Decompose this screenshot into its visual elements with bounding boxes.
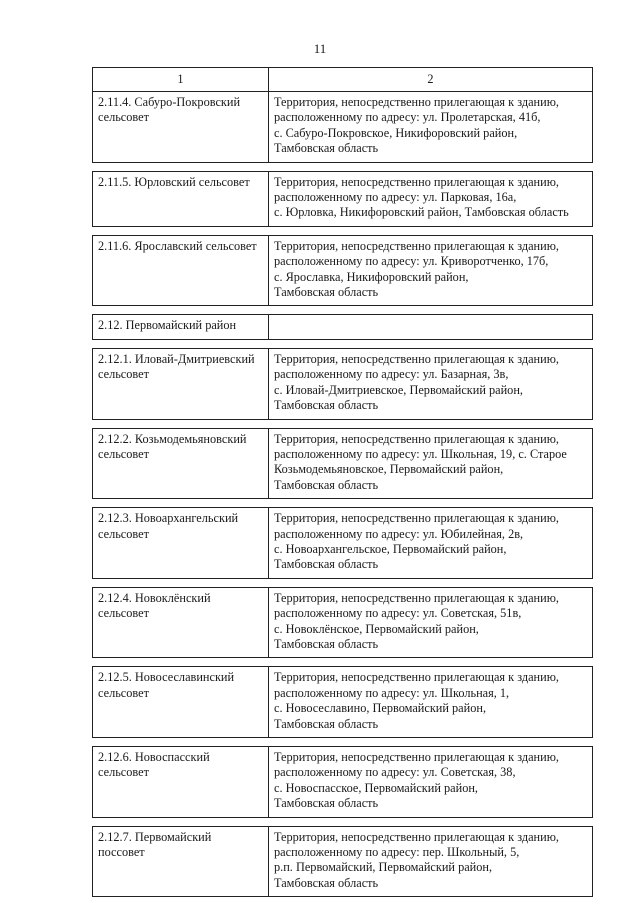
territory-cell <box>269 587 593 658</box>
territory-description: Территория, непосредственно прилегающая к зданию, расположенному по адресу: ул. Школьная, 19, с. Старое Козьмодемьяновское, Первомайский район, Тамбовская область <box>274 431 567 492</box>
row-gap-cell <box>93 578 593 587</box>
table-row <box>93 428 593 499</box>
row-gap-cell <box>93 419 593 428</box>
territory-table <box>92 67 593 897</box>
row-gap <box>93 306 593 315</box>
territory-cell <box>269 235 593 306</box>
row-gap <box>93 738 593 747</box>
settlement-name: 2.12.2. Козьмодемьяновский сельсовет <box>98 431 247 461</box>
settlement-name: 2.12. Первомайский район <box>98 318 237 333</box>
row-gap <box>93 162 593 171</box>
territory-description: Территория, непосредственно прилегающая к зданию, расположенному по адресу: ул. Криворотченко, 17б, с. Ярославка, Никифоровский район, Тамбовская область <box>274 238 559 300</box>
territory-description: Территория, непосредственно прилегающая к зданию, расположенному по адресу: ул. Советская, 38, с. Новоспасское, Первомайский район, Тамбовская область <box>274 750 559 811</box>
territory-cell <box>269 92 593 163</box>
territory-cell <box>269 171 593 226</box>
row-gap-cell <box>93 658 593 667</box>
table-row <box>93 235 593 306</box>
row-gap-cell <box>93 738 593 747</box>
territory-description: Территория, непосредственно прилегающая к зданию, расположенному по адресу: ул. Базарная, 3в, с. Иловай-Дмитриевское, Первомайский район, Тамбовская область <box>274 351 559 413</box>
settlement-cell <box>93 587 269 658</box>
table-row <box>93 508 593 579</box>
territory-cell <box>269 428 593 499</box>
territory-cell <box>269 826 593 897</box>
table-row <box>93 747 593 818</box>
table-row <box>93 92 593 163</box>
settlement-cell <box>93 235 269 306</box>
territory-cell <box>269 667 593 738</box>
settlement-cell <box>93 667 269 738</box>
row-gap <box>93 817 593 826</box>
row-gap <box>93 226 593 235</box>
settlement-cell <box>93 171 269 226</box>
settlement-name: 2.11.4. Сабуро-Покровский сельсовет <box>98 95 241 125</box>
settlement-cell <box>93 348 269 419</box>
territory-description: Территория, непосредственно прилегающая к зданию, расположенному по адресу: пер. Школьный, 5, р.п. Первомайский, Первомайский район, Тамбовская область <box>274 829 559 890</box>
settlement-name: 2.12.3. Новоархангельский сельсовет <box>98 511 239 541</box>
row-gap <box>93 658 593 667</box>
territory-description: Территория, непосредственно прилегающая к зданию, расположенному по адресу: ул. Школьная, 1, с. Новосеславино, Первомайский район, Тамбовская область <box>274 670 559 731</box>
territory-cell <box>269 315 593 339</box>
table-row <box>93 171 593 226</box>
row-gap-cell <box>93 339 593 348</box>
territory-cell <box>269 747 593 818</box>
row-gap <box>93 339 593 348</box>
column-header-1: 1 <box>93 68 269 92</box>
row-gap <box>93 419 593 428</box>
settlement-name: 2.12.4. Новоклёнский сельсовет <box>98 590 211 621</box>
row-gap-cell <box>93 306 593 315</box>
table-row <box>93 667 593 738</box>
territory-cell <box>269 348 593 419</box>
settlement-name: 2.12.5. Новосеславинский сельсовет <box>98 670 235 700</box>
row-gap <box>93 499 593 508</box>
row-gap <box>93 578 593 587</box>
settlement-name: 2.12.7. Первомайский поссовет <box>98 829 212 860</box>
territory-cell <box>269 508 593 579</box>
table-row <box>93 348 593 419</box>
settlement-cell <box>93 92 269 163</box>
territory-description: Территория, непосредственно прилегающая к зданию, расположенному по адресу: ул. Юбилейная, 2в, с. Новоархангельское, Первомайский район, Тамбовская область <box>274 511 559 572</box>
row-gap-cell <box>93 817 593 826</box>
settlement-name: 2.11.5. Юрловский сельсовет <box>98 174 250 189</box>
settlement-cell <box>93 428 269 499</box>
settlement-cell <box>93 826 269 897</box>
column-header-2: 2 <box>269 68 593 92</box>
table-body <box>93 92 593 897</box>
table-header-row <box>93 68 593 92</box>
territory-description: Территория, непосредственно прилегающая к зданию, расположенному по адресу: ул. Парковая, 16а, с. Юрловка, Никифоровский район, Тамбовская область <box>274 174 569 220</box>
table-row <box>93 826 593 897</box>
settlement-cell <box>93 747 269 818</box>
page-number: 11 <box>313 41 327 56</box>
table-row <box>93 587 593 658</box>
territory-description: Территория, непосредственно прилегающая к зданию, расположенному по адресу: ул. Пролетарская, 41б, с. Сабуро-Покровское, Никифоровский район, Тамбовская область <box>274 95 559 156</box>
row-gap-cell <box>93 162 593 171</box>
row-gap-cell <box>93 499 593 508</box>
settlement-cell <box>93 315 269 339</box>
territory-description: Территория, непосредственно прилегающая к зданию, расположенному по адресу: ул. Советская, 51в, с. Новоклёнское, Первомайский район, Тамбовская область <box>274 590 559 651</box>
settlement-name: 2.12.6. Новоспасский сельсовет <box>98 750 210 780</box>
settlement-cell <box>93 508 269 579</box>
row-gap-cell <box>93 226 593 235</box>
settlement-name: 2.12.1. Иловай-Дмитриевский сельсовет <box>98 351 255 382</box>
settlement-name: 2.11.6. Ярославский сельсовет <box>98 238 257 253</box>
table-row <box>93 315 593 339</box>
